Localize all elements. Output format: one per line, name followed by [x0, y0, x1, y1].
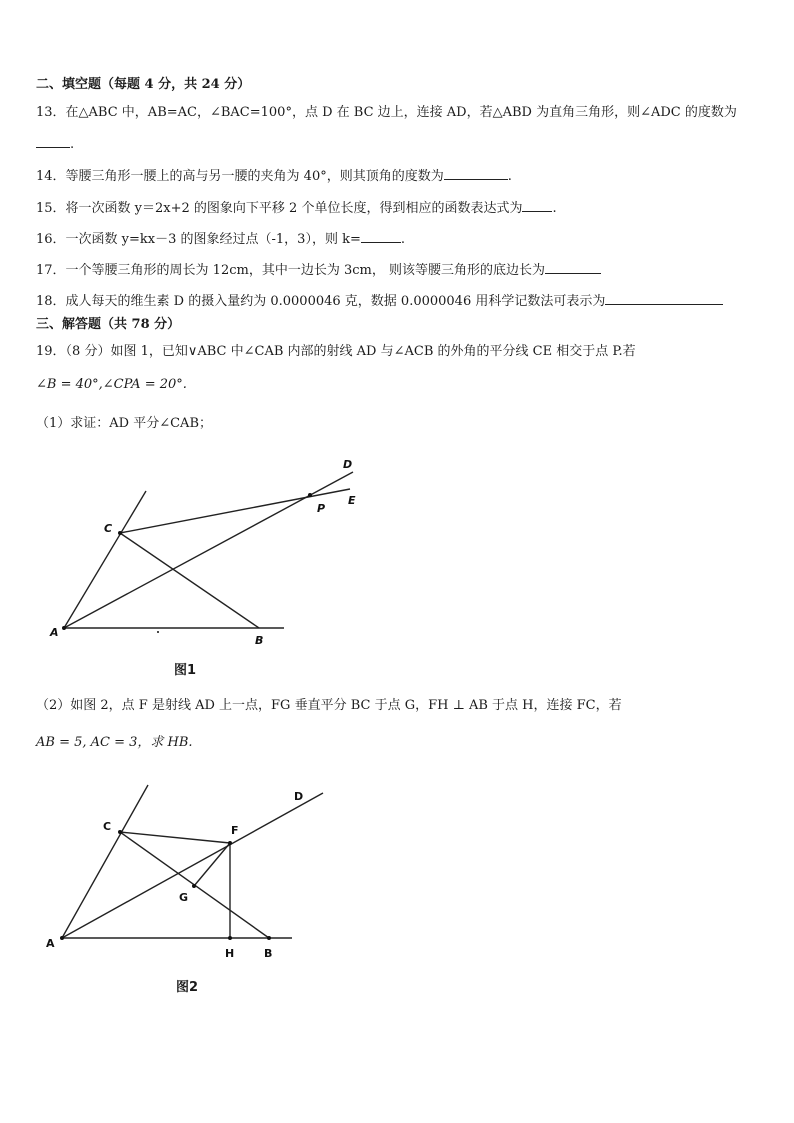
point-g — [192, 884, 196, 888]
question-19-line2: ∠B = 40°,∠CPA = 20°. — [36, 377, 187, 392]
figure-2-caption: 图2 — [176, 980, 199, 995]
segment-cb — [120, 533, 259, 628]
segment-cf — [120, 832, 230, 843]
segment-fg — [194, 843, 230, 886]
label-a: A — [46, 937, 55, 950]
label-f: F — [231, 824, 239, 837]
question-18-text: 18．成人每天的维生素 D 的摄入量约为 0.0000046 克，数据 0.0000046 用科学记数法可表示为 — [36, 294, 606, 309]
figure-2 — [40, 780, 340, 970]
question-17-text: 17．一个等腰三角形的周长为 12cm，其中一边长为 3cm， 则该等腰三角形的底边长为 — [36, 263, 545, 278]
point-h — [228, 936, 232, 940]
ray-ad — [62, 793, 323, 938]
question-16-text: 16．一次函数 y=kx－3 的图象经过点（-1，3），则 k= — [36, 232, 361, 247]
label-h: H — [225, 947, 235, 960]
question-19-part2-line1: （2）如图 2，点 F 是射线 AD 上一点，FG 垂直平分 BC 于点 G，FH ⊥ AB 于点 H，连接 FC，若 — [36, 698, 622, 713]
point-a — [62, 626, 66, 630]
point-b — [267, 936, 271, 940]
question-19-part2-line2: AB = 5, AC = 3，求 HB. — [36, 735, 193, 750]
question-13-text: 13．在△ABC 中，AB=AC，∠BAC=100°，点 D 在 BC 边上，连接 AD，若△ABD 为直角三角形，则∠ADC 的度数为 — [36, 105, 737, 120]
question-15 — [36, 198, 557, 218]
ray-ce — [120, 489, 350, 533]
question-16 — [36, 229, 405, 249]
question-15-text: 15．将一次函数 y＝2x+2 的图象向下平移 2 个单位长度，得到相应的函数表达式为 — [36, 201, 523, 216]
point-a — [60, 936, 64, 940]
question-13-end: . — [70, 137, 75, 152]
answer-blank-18[interactable] — [605, 291, 723, 305]
question-17 — [36, 260, 601, 280]
figure-1-diagram — [40, 450, 380, 650]
label-d: D — [343, 458, 353, 471]
label-e: E — [348, 494, 356, 507]
section-fill-blank-title: 二、填空题（每题 4 分，共 24 分） — [36, 77, 251, 92]
figure-1 — [40, 450, 380, 650]
question-19-part1: （1）求证：AD 平分∠CAB； — [36, 416, 212, 431]
label-c: C — [103, 820, 112, 833]
question-14 — [36, 166, 512, 186]
point-c — [118, 531, 122, 535]
question-14-end: . — [507, 169, 512, 184]
point-c — [118, 830, 122, 834]
question-18 — [36, 291, 723, 311]
label-b: B — [255, 634, 264, 647]
point-p — [308, 493, 312, 497]
label-b: B — [264, 947, 273, 960]
point-f — [228, 841, 232, 845]
label-p: P — [317, 502, 326, 515]
answer-blank-14[interactable] — [444, 166, 508, 180]
label-a: A — [50, 626, 59, 639]
figure-2-diagram — [40, 780, 340, 970]
question-15-end: . — [552, 201, 557, 216]
section-answer-title: 三、解答题（共 78 分） — [36, 317, 181, 332]
label-d: D — [294, 790, 304, 803]
question-13-answer-line — [36, 134, 74, 154]
answer-blank-16[interactable] — [361, 229, 401, 243]
question-16-end: . — [400, 232, 406, 247]
figure-1-caption: 图1 — [174, 663, 197, 678]
dot-mark — [157, 631, 159, 633]
segment-ac-extended — [64, 491, 146, 628]
question-13 — [36, 104, 737, 122]
question-19-line1: 19．（8 分）如图 1，已知∨ABC 中∠CAB 内部的射线 AD 与∠ACB 的外角的平分线 CE 相交于点 P.若 — [36, 344, 636, 359]
answer-blank-17[interactable] — [545, 260, 601, 274]
question-14-text: 14．等腰三角形一腰上的高与另一腰的夹角为 40°，则其顶角的度数为 — [36, 169, 444, 184]
answer-blank-15[interactable] — [522, 198, 552, 212]
label-c: C — [104, 522, 113, 535]
segment-ac-extended — [62, 785, 148, 938]
label-g: G — [179, 891, 189, 904]
answer-blank-13[interactable] — [36, 134, 70, 148]
